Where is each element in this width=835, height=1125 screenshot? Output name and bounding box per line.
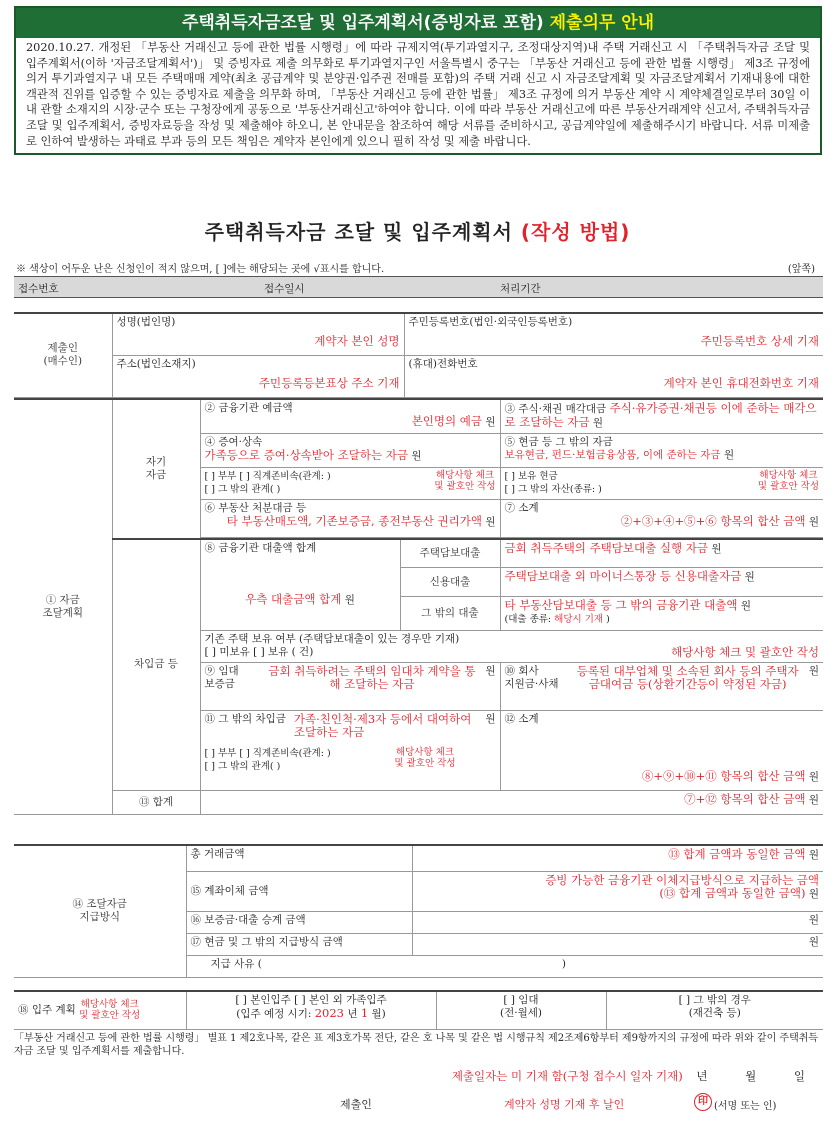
receipt-period: 처리기간 bbox=[500, 283, 541, 295]
transfer-label: ⑮ 계좌이체 금액 bbox=[186, 871, 412, 911]
signature-suffix: (서명 또는 인) bbox=[714, 1101, 777, 1112]
form-title-sub: (작성 방법) bbox=[520, 220, 631, 244]
borrow-label: 차입금 등 bbox=[112, 539, 200, 791]
name-value[interactable]: 계약자 본인 성명 bbox=[314, 334, 400, 348]
notice-title-main: 주택취득자금조달 및 입주계획서(증빙자료 포함) bbox=[181, 13, 544, 33]
notice-title-highlight: 제출의무 안내 bbox=[549, 13, 655, 33]
won-unit: 원 bbox=[592, 417, 604, 429]
deposit-value[interactable]: 본인명의 예금 bbox=[411, 414, 482, 428]
cashpay-label: ⑰ 현금 및 그 밖의 지급방식 금액 bbox=[186, 933, 412, 955]
realestate-value[interactable]: 타 부동산매도액, 기존보증금, 종전부동산 권리가액 bbox=[226, 513, 482, 528]
move-in-label: ⑱ 입주 계획 bbox=[18, 1004, 76, 1017]
own-funds-label: 자기 자금 bbox=[112, 399, 200, 539]
cash-check-note: 해당사항 체크 및 괄호안 작성 bbox=[757, 469, 819, 492]
won-unit: 원 bbox=[723, 448, 735, 461]
name-label: 성명(법인명) bbox=[116, 316, 176, 328]
loan-kind-label: (대출 종류: bbox=[504, 614, 552, 625]
lease-value[interactable]: 금회 취득하려는 주택의 임대차 계약을 통해 조달하는 자금 bbox=[268, 664, 476, 691]
id-value[interactable]: 주민등록번호 상세 기재 bbox=[700, 334, 819, 348]
own-house-label: 기존 주택 보유 여부 (주택담보대출이 있는 경우만 기재) bbox=[204, 633, 460, 645]
date-line bbox=[452, 1068, 805, 1084]
signature-label: 제출인 bbox=[340, 1098, 372, 1111]
form-title-main: 주택취득자금 조달 및 입주계획서 bbox=[204, 220, 513, 244]
gift-label: ④ 증여·상속 bbox=[204, 435, 263, 448]
won-unit: 원 bbox=[711, 542, 722, 555]
date-year[interactable]: 년 bbox=[696, 1069, 708, 1083]
receipt-bar bbox=[14, 276, 823, 298]
other-borrow-value[interactable]: 가족·친인척·제3자 등에서 대여하여 조달하는 자금 bbox=[293, 712, 472, 739]
subtotal12-value[interactable]: ⑧+⑨+⑩+⑪ 항목의 합산 금액 bbox=[641, 769, 806, 783]
company-value[interactable]: 등록된 대부업체 및 소속된 회사 등의 주택자금대여금 등(상환기간등이 약정된 자금) bbox=[576, 664, 799, 691]
notice-title bbox=[16, 8, 820, 38]
won-unit: 원 bbox=[808, 887, 819, 900]
date-day[interactable]: 일 bbox=[793, 1069, 805, 1083]
loan-kind-end: ) bbox=[606, 614, 610, 625]
legal-text: 「부동산 거래신고 등에 관한 법률 시행령」 별표 1 제2호나목, 같은 표 제3호가목 전단, 같은 호 나목 및 같은 법 시행규칙 제2조제6항부터 제9항까지의 규정에 따라 위와 같이 주택취득자금 조달 및 입주계획서를 제출합니다. bbox=[14, 1033, 819, 1057]
addr-label: 주소(법인소재지) bbox=[116, 357, 196, 370]
payment-method-label: ⑭ 조달자금 지급방식 bbox=[14, 845, 186, 977]
deposit-label: ② 금융기관 예금액 bbox=[204, 402, 293, 414]
signature-note: 계약자 성명 기재 후 날인 bbox=[504, 1098, 625, 1111]
loan-value[interactable]: 우측 대출금액 합계 bbox=[245, 591, 342, 606]
receipt-no: 접수번호 bbox=[18, 283, 59, 295]
loan-label: ⑧ 금융기관 대출액 합계 bbox=[204, 541, 317, 554]
notice-box bbox=[14, 6, 822, 155]
lease-label: ⑨ 임대 보증금 bbox=[204, 665, 239, 690]
credit-value[interactable]: 주택담보대출 외 마이너스통장 등 신용대출자금 bbox=[504, 569, 742, 583]
subtotal7-label: ⑦ 소계 bbox=[504, 501, 539, 514]
borrow-check-note: 해당사항 체크 및 괄호안 작성 bbox=[394, 747, 456, 769]
move-in-date-label: (입주 예정 시기: bbox=[236, 1008, 312, 1020]
transfer-value-1[interactable]: 증빙 가능한 금융기관 이체지급방식으로 지급하는 금액 bbox=[545, 872, 819, 887]
transfer-value-2[interactable]: (⑬ 합계 금액과 동일한 금액) bbox=[659, 885, 806, 900]
move-in-year[interactable]: 2023 bbox=[314, 1006, 345, 1020]
won-unit: 원 bbox=[808, 665, 819, 677]
move-in-note: 해당사항 체크 및 괄호안 작성 bbox=[79, 999, 141, 1022]
won-unit: 원 bbox=[485, 515, 496, 528]
cash-option-1[interactable]: [ ] 보유 현금 bbox=[504, 470, 558, 482]
subtotal12-label: ⑫ 소계 bbox=[504, 713, 539, 725]
other-loan-label: 그 밖의 대출 bbox=[400, 597, 500, 631]
addr-value[interactable]: 주민등록등본표상 주소 기재 bbox=[258, 375, 400, 390]
move-in-month-unit: 월) bbox=[371, 1008, 386, 1020]
move-in-year-unit: 년 bbox=[347, 1008, 358, 1020]
loan-kind-value[interactable]: 해당시 기재 bbox=[554, 614, 604, 625]
date-note: 제출일자는 미 기재 함(구청 접수시 일자 기재) bbox=[451, 1069, 683, 1083]
gift-relation-2[interactable]: [ ] 그 밖의 관계( ) bbox=[204, 483, 281, 495]
total-amount-value[interactable]: ⑬ 합계 금액과 동일한 금액 bbox=[668, 847, 806, 861]
payment-method-section bbox=[14, 844, 823, 978]
cash-label: ⑤ 현금 등 그 밖의 자금 bbox=[504, 435, 613, 448]
assume-won[interactable]: 원 bbox=[412, 911, 823, 933]
cash-option-2[interactable]: [ ] 그 밖의 자산(종류: ) bbox=[504, 483, 602, 495]
gift-check-note: 해당사항 체크 및 괄호안 작성 bbox=[434, 469, 496, 492]
won-unit: 원 bbox=[808, 794, 819, 806]
won-unit: 원 bbox=[808, 515, 819, 528]
submitter-section bbox=[14, 312, 823, 398]
won-unit: 원 bbox=[485, 713, 496, 725]
reason-end: ) bbox=[561, 957, 566, 970]
form-title bbox=[0, 216, 835, 245]
gift-relation-1[interactable]: [ ] 부부 [ ] 직계존비속(관계: ) bbox=[204, 470, 331, 482]
borrow-relation-1[interactable]: [ ] 부부 [ ] 직계존비속(관계: ) bbox=[204, 748, 331, 759]
realestate-label: ⑥ 부동산 처분대금 등 bbox=[204, 501, 307, 514]
move-in-month[interactable]: 1 bbox=[360, 1006, 369, 1020]
gift-value[interactable]: 가족등으로 증여·상속받아 조달하는 자금 bbox=[204, 447, 408, 462]
move-in-option-other-sub: (재건축 등) bbox=[688, 1007, 741, 1019]
assume-label: ⑯ 보증금·대출 승계 금액 bbox=[186, 911, 412, 933]
won-unit: 원 bbox=[411, 449, 422, 462]
won-unit: 원 bbox=[808, 771, 819, 783]
won-unit: 원 bbox=[744, 571, 755, 583]
won-unit: 원 bbox=[485, 416, 496, 428]
move-in-option-other[interactable]: [ ] 그 밖의 경우 bbox=[678, 994, 751, 1006]
id-label: 주민등록번호(법인·외국인등록번호) bbox=[408, 316, 573, 328]
won-unit: 원 bbox=[485, 665, 496, 677]
funding-plan-label: ① 자금 조달계획 bbox=[14, 399, 112, 815]
cash-value[interactable]: 보유현금, 펀드·보험금융상품, 이에 준하는 자금 bbox=[504, 448, 721, 461]
won-unit: 원 bbox=[344, 593, 355, 606]
header-note: ※ 색상이 어두운 난은 신청인이 적지 않으며, [ ]에는 해당되는 곳에 √표시를 합니다. bbox=[16, 264, 385, 275]
credit-label: 신용대출 bbox=[400, 568, 500, 597]
own-house-options[interactable]: [ ] 미보유 [ ] 보유 ( 건) bbox=[204, 646, 314, 658]
total13-label: ⑬ 합계 bbox=[112, 791, 200, 815]
move-in-section bbox=[14, 990, 823, 1030]
stock-value[interactable]: 주식·유가증권·채권등 이에 준하는 매각으로 조달하는 자금 bbox=[504, 401, 817, 429]
borrow-relation-2[interactable]: [ ] 그 밖의 관계( ) bbox=[204, 761, 281, 772]
date-month[interactable]: 월 bbox=[745, 1069, 757, 1083]
phone-value[interactable]: 계약자 본인 휴대전화번호 기재 bbox=[663, 375, 819, 390]
won-unit: 원 bbox=[740, 600, 752, 612]
stock-label: ③ 주식·채권 매각대금 bbox=[504, 403, 607, 415]
cashpay-won[interactable]: 원 bbox=[412, 933, 823, 955]
other-borrow-label: ⑪ 그 밖의 차입금 bbox=[204, 713, 286, 725]
funding-plan-section bbox=[14, 398, 823, 815]
seal-stamp-icon[interactable]: 印 bbox=[694, 1093, 712, 1111]
own-house-note: 해당사항 체크 및 괄호안 작성 bbox=[671, 645, 819, 659]
phone-label: (휴대)전화번호 bbox=[408, 357, 478, 370]
mortgage-value[interactable]: 금회 취득주택의 주택담보대출 실행 자금 bbox=[504, 540, 708, 555]
move-in-option-self[interactable]: [ ] 본인입주 [ ] 본인 외 가족입주 bbox=[235, 994, 387, 1006]
reason-label: 지급 사유 ( bbox=[210, 957, 262, 970]
header-side: (앞쪽) bbox=[787, 264, 815, 275]
other-loan-value[interactable]: 타 부동산담보대출 등 그 밖의 금융기관 대출액 bbox=[504, 598, 738, 612]
submitter-label: 제출인 (매수인) bbox=[14, 313, 112, 397]
company-label: ⑩ 회사 지원금·사채 bbox=[504, 665, 559, 690]
move-in-option-lease[interactable]: [ ] 임대 bbox=[503, 994, 539, 1006]
total-amount-label: 총 거래금액 bbox=[186, 845, 412, 871]
subtotal7-value[interactable]: ②+③+④+⑤+⑥ 항목의 합산 금액 bbox=[620, 513, 806, 528]
notice-body: 2020.10.27. 개정된 「부동산 거래신고 등에 관한 법률 시행령」에 따라 규제지역(투기과열지구, 조정대상지역)내 주택 거래신고 시 「주택취득자금 조달 및 입주계획서(이하 '자금조달계획서')」 및 증빙자료 제출 의무화로 투기과열지구인 서울특별시 중구는 「부동산 거래신고 등에 관한 법률 시행령」 제3조 규정에 의거 투기과열지구 내 모든 주택매매 계약(최초 공급계약 및 분양권·입주권 전매를 포함)의 주택 거래 신고 시 자금조달계획 및 자금조달계획서 기재내용에 대한 객관적 진위를 입증할 수 있는 증빙자료 제출을 의무화 하며, 「부동산 거래신고 등에 관한 법률」 제3조 규정에 의거 부동산 계약 시 계약체결일로부터 30일 이내 관할 소재지의 시장·군수 또는 구청장에게 공동으로 '부동산거래신고'하여야 합니다. 이에 따라 부동산 거래신고에 따른 부동산거래계약 신고서, 주택취득자금 조달 및 입주계획서, 증빙자료등을 작성 및 제출해야 하오니, 본 안내문을 참조하여 해당 서류를 준비하시고, 공급계약일에 제출해주시기 바랍니다. 서류 미제출로 인하여 발생하는 과태료 부과 등의 모든 책임은 계약자 본인에게 있으니 필히 작성 및 제출 바랍니다. bbox=[16, 38, 820, 153]
total13-value[interactable]: ⑦+⑫ 항목의 합산 금액 bbox=[684, 792, 806, 806]
receipt-date: 접수일시 bbox=[264, 283, 305, 295]
move-in-option-lease-sub: (전·월세) bbox=[500, 1007, 542, 1019]
mortgage-label: 주택담보대출 bbox=[400, 539, 500, 568]
won-unit: 원 bbox=[808, 849, 819, 861]
